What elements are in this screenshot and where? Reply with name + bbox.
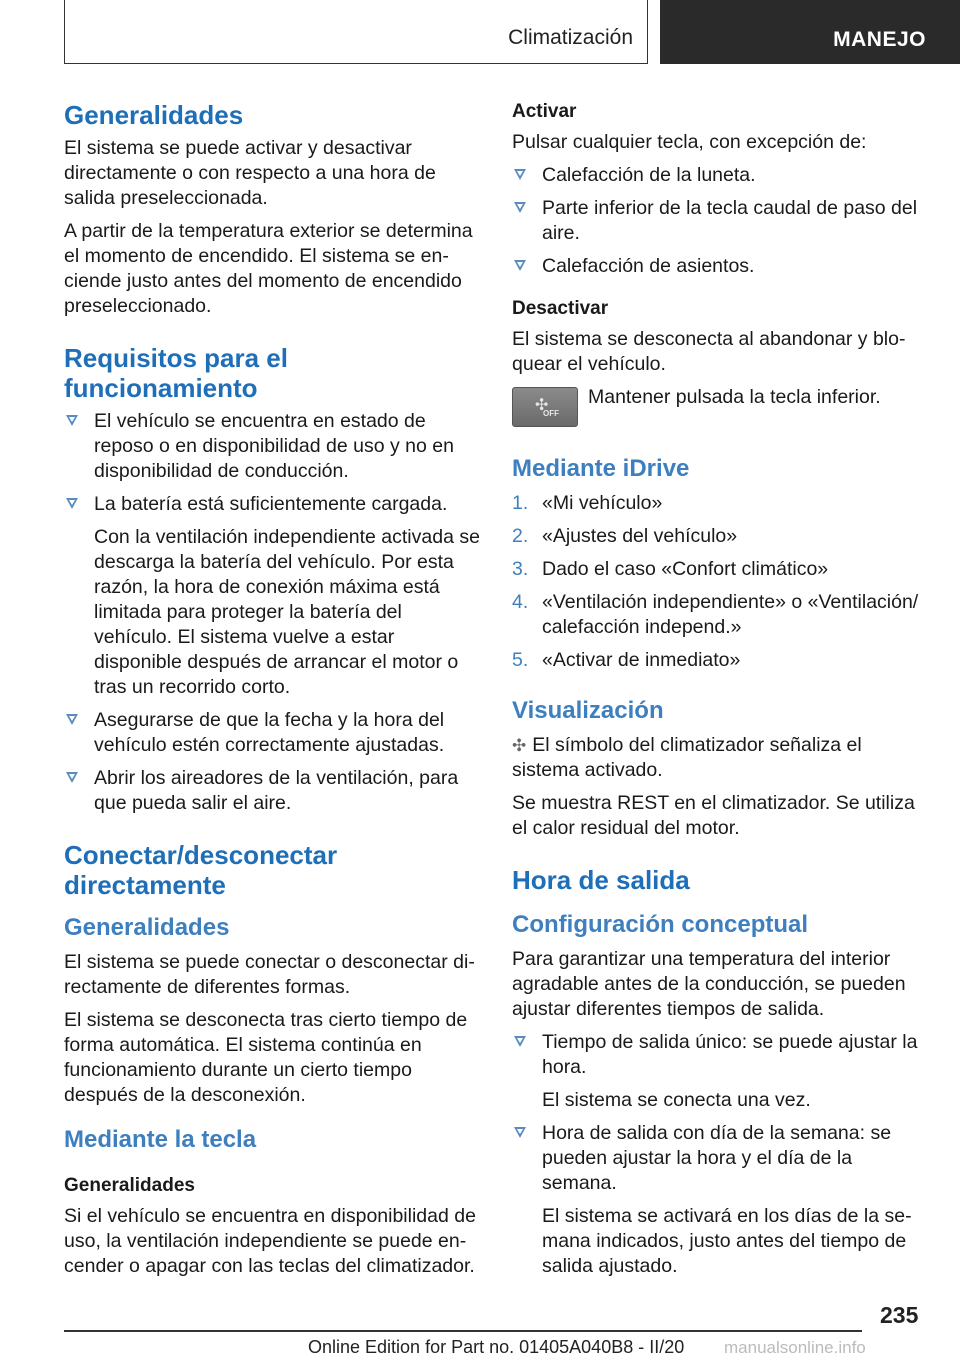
section-desactivar xyxy=(512,297,930,433)
key-instruction-text: Mantener pulsada la tecla inferior. xyxy=(588,386,881,408)
subsection-title: Visualización xyxy=(512,697,664,724)
section-generalidades xyxy=(64,100,482,319)
subsection-title: Mediante la tecla xyxy=(64,1126,257,1153)
paragraph: El sistema se desconecta al abandonar y bloquear el vehículo. xyxy=(512,328,906,375)
list-item: Calefacción de asientos. xyxy=(512,254,930,279)
key-off-label: OFF xyxy=(543,409,559,418)
section-requisitos xyxy=(64,343,482,816)
list-item: 4. «Ventilación independiente» o «Ventilación/ calefacción independ.» xyxy=(512,591,919,638)
paragraph: El sistema se desconecta tras cierto tiempo de forma automática. El sistema continúa en funcionamiento durante un cierto tiempo después de la desconexión. xyxy=(64,1009,468,1106)
paragraph: Se muestra REST en el climatizador. Se utiliza el calor residual del motor. xyxy=(512,792,915,839)
bullet-triangle-icon xyxy=(514,169,526,180)
list-item: El vehículo se encuentra en estado de reposo o en disponibilidad de uso y no en disponibilidad de conducción. xyxy=(64,409,482,484)
subsection-title: Configuración conceptual xyxy=(512,911,809,938)
bullet-triangle-icon xyxy=(514,202,526,213)
list-item: 2. «Ajustes del vehículo» xyxy=(512,525,738,547)
list-item-note: Con la ventilación independiente activada se descarga la batería del vehículo. Por esta razón, la hora de conexión máxima está limitada para proteger la batería del vehículo. El sistema vuelve a estar disponible después de arrancar el motor o tras un recorrido corto. xyxy=(94,526,480,698)
section-hora-salida xyxy=(512,865,930,1279)
section-visualizacion xyxy=(512,697,930,841)
key-instruction xyxy=(512,385,930,433)
paragraph: A partir de la temperatura exterior se determina el momento de encendido. El sistema se enciende justo antes del momento de encendido preseleccionado. xyxy=(64,220,473,317)
minor-title: Desactivar xyxy=(512,298,609,319)
paragraph: ✣ El símbolo del climatizador señaliza el sistema activado. xyxy=(512,734,862,781)
bullet-triangle-icon xyxy=(514,260,526,271)
footer-watermark: manualsonline.info xyxy=(724,1338,866,1357)
section-mediante-tecla xyxy=(64,1126,482,1279)
list-item: Abrir los aireadores de la ventilación, para que pueda salir el aire. xyxy=(64,766,482,816)
page-header xyxy=(0,0,960,66)
section-activar xyxy=(512,100,930,279)
section-title: Requisitos para el funcionamiento xyxy=(64,343,288,403)
header-chapter-tab xyxy=(660,0,960,64)
section-conectar xyxy=(64,840,482,1108)
fan-icon: ✣ xyxy=(512,736,527,755)
header-chapter-label: MANEJO xyxy=(833,28,926,51)
list-item: Asegurarse de que la fecha y la hora del vehículo estén correctamente ajustadas. xyxy=(64,708,482,758)
list-item: 5. «Activar de inmediato» xyxy=(512,649,741,671)
right-column xyxy=(512,100,930,1287)
list-item-note: El sistema se conecta una vez. xyxy=(542,1089,811,1111)
paragraph: El sistema se puede conectar o desconectar directamente de diferentes formas. xyxy=(64,951,475,998)
idrive-steps-list xyxy=(512,491,930,673)
bullet-triangle-icon xyxy=(66,498,78,509)
header-section-box xyxy=(64,0,648,64)
list-item: Calefacción de la luneta. xyxy=(512,163,930,188)
footer-edition: Online Edition for Part no. 01405A040B8 - II/20 xyxy=(308,1337,685,1357)
section-idrive xyxy=(512,455,930,673)
paragraph: Si el vehículo se encuentra en disponibilidad de uso, la ventilación independiente se puede encender o apagar con las teclas del climatizador. xyxy=(64,1205,476,1277)
bullet-triangle-icon xyxy=(66,772,78,783)
list-item-note: El sistema se activará en los días de la semana indicados, justo antes del tiempo de salida ajustado. xyxy=(542,1205,912,1277)
bullet-triangle-icon xyxy=(514,1036,526,1047)
paragraph: Pulsar cualquier tecla, con excepción de: xyxy=(512,131,867,153)
bullet-triangle-icon xyxy=(66,714,78,725)
minor-title: Generalidades xyxy=(64,1175,195,1196)
bullet-triangle-icon xyxy=(514,1127,526,1138)
header-section-title: Climatización xyxy=(508,26,633,49)
fan-icon: ✣ xyxy=(535,397,549,414)
departure-types-list xyxy=(512,1030,930,1279)
fan-off-key-image xyxy=(512,387,578,427)
page-number: 235 xyxy=(880,1302,919,1328)
list-item: Parte inferior de la tecla caudal de paso del aire. xyxy=(512,196,930,246)
paragraph: El sistema se puede activar y desactivar directamente o con respecto a una hora de salida preseleccionada. xyxy=(64,137,436,209)
section-title: Generalidades xyxy=(64,100,244,130)
section-title: Hora de salida xyxy=(512,865,690,895)
list-item: Hora de salida con día de la semana: se pueden ajustar la hora y el día de la semana. El sistema se activará en los días de la semana indicados, justo antes del tiempo de salida ajustado. xyxy=(512,1121,930,1279)
list-item: Tiempo de salida único: se puede ajustar la hora. El sistema se conecta una vez. xyxy=(512,1030,930,1113)
minor-title: Activar xyxy=(512,101,577,122)
requirements-list xyxy=(64,409,482,816)
bullet-triangle-icon xyxy=(66,415,78,426)
section-title: Conectar/desconectar directamente xyxy=(64,840,338,900)
list-item: La batería está suficientemente cargada. Con la ventilación independiente activada se descarga la batería del vehículo. Por esta razón, la hora de conexión máxima está limitada para proteger la batería del vehículo. El sistema vuelve a estar disponible después de arrancar el motor o tras un recorrido corto. xyxy=(64,492,482,700)
left-column xyxy=(64,100,482,1303)
exceptions-list xyxy=(512,163,930,279)
list-item: 1. «Mi vehículo» xyxy=(512,492,663,514)
subsection-title: Generalidades xyxy=(64,914,230,941)
paragraph: Para garantizar una temperatura del interior agradable antes de la conducción, se pueden ajustar diferentes tiempos de salida. xyxy=(512,948,906,1020)
list-item: 3. Dado el caso «Confort climático» xyxy=(512,558,829,580)
subsection-title: Mediante iDrive xyxy=(512,455,690,482)
footer-divider xyxy=(64,1330,862,1332)
